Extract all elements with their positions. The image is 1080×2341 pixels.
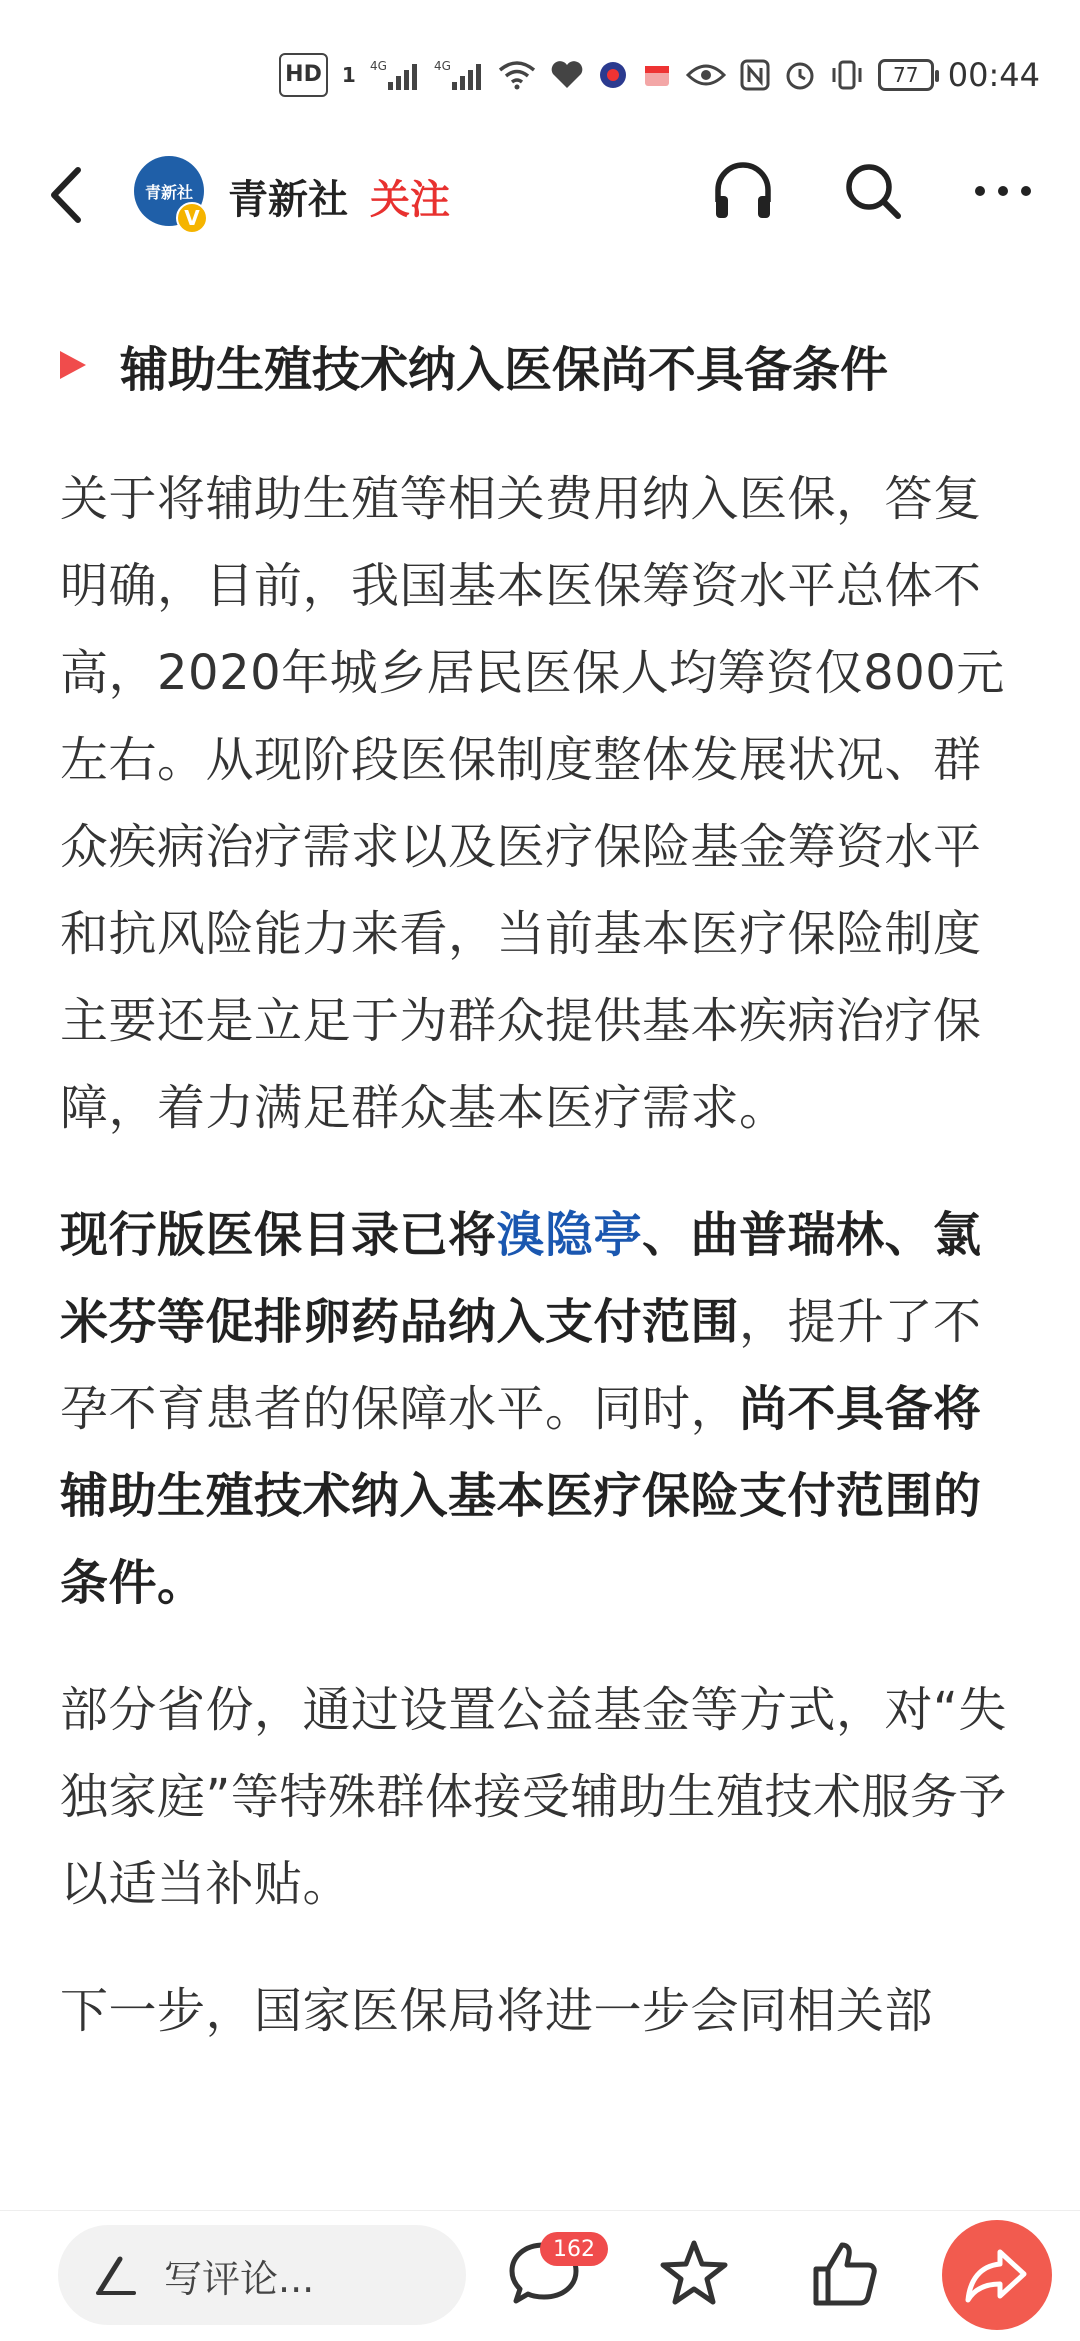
more-options-icon[interactable]	[968, 156, 1038, 226]
account-avatar[interactable]: 青新社	[134, 156, 204, 226]
p2-bold-1: 现行版医保目录已将	[60, 1207, 497, 1263]
hd-icon: HD	[279, 53, 328, 97]
p2-bold-2: 、曲普瑞林、氯米芬等促排卵药品纳入支付范围	[60, 1207, 982, 1350]
section-heading	[60, 320, 1020, 410]
search-icon[interactable]	[838, 156, 908, 226]
comment-placeholder: 写评论...	[164, 2256, 315, 2301]
drug-link[interactable]: 溴隐亭	[496, 1207, 643, 1263]
p2-text: ，提升了不孕不育患者的保障水平。同时，	[60, 1294, 982, 1437]
favorite-star-icon[interactable]	[656, 2235, 732, 2311]
paragraph-1: 关于将辅助生殖等相关费用纳入医保，答复明确，目前，我国基本医保筹资水平总体不高，2020年城乡居民医保人均筹资仅800元左右。从现阶段医保制度整体发展状况、群众疾病治疗需求以及医疗保险基金筹资水平和抗风险能力来看，当前基本医疗保险制度主要还是立足于为群众提供基本疾病治疗保障，着力满足群众基本医疗需求。	[60, 471, 1005, 1136]
follow-button[interactable]: 关注	[370, 177, 450, 223]
app-notification-icon	[598, 55, 628, 95]
clock: 00:44	[947, 56, 1040, 94]
paragraph-4: 下一步，国家医保局将进一步会同相关部	[60, 1983, 934, 2039]
section-title: 辅助生殖技术纳入医保尚不具备条件	[120, 341, 889, 398]
share-arrow-icon	[962, 2240, 1032, 2310]
signal-4g-icon-2	[434, 55, 484, 95]
paragraph-3: 部分省份，通过设置公益基金等方式，对“失独家庭”等特殊群体接受辅助生殖技术服务予以适当补贴。	[60, 1682, 1007, 1912]
alarm-icon	[784, 55, 816, 95]
account-name[interactable]: 青新社	[228, 177, 348, 223]
health-icon	[550, 55, 584, 95]
back-arrow-icon[interactable]	[36, 160, 96, 230]
share-button[interactable]	[942, 2220, 1052, 2330]
article-body	[60, 320, 1020, 2055]
verified-badge: V	[176, 202, 208, 234]
status-bar	[0, 0, 1080, 150]
sim-indicator: 1	[341, 63, 356, 87]
signal-4g-icon-1	[370, 55, 420, 95]
comment-input[interactable]	[58, 2225, 466, 2325]
bottom-action-bar	[0, 2210, 1080, 2341]
battery-indicator: 77	[878, 59, 934, 91]
pencil-icon	[94, 2253, 138, 2297]
paragraph-2	[60, 1192, 1020, 1627]
nfc-icon	[740, 55, 770, 95]
eye-comfort-icon	[686, 55, 726, 95]
article-nav-bar	[0, 130, 1080, 260]
net2-label: 4G	[433, 59, 451, 73]
thumbs-up-icon[interactable]	[806, 2235, 882, 2311]
comment-count-badge: 162	[540, 2232, 608, 2266]
net1-label: 4G	[369, 59, 387, 73]
p2-bold-3: 尚不具备将辅助生殖技术纳入基本医疗保险支付范围的条件。	[60, 1381, 982, 1611]
vibrate-icon	[830, 55, 864, 95]
app-notification-icon-2	[642, 55, 672, 95]
wifi-icon	[498, 55, 536, 95]
headphones-icon[interactable]	[708, 156, 778, 226]
section-marker-icon	[60, 351, 86, 379]
